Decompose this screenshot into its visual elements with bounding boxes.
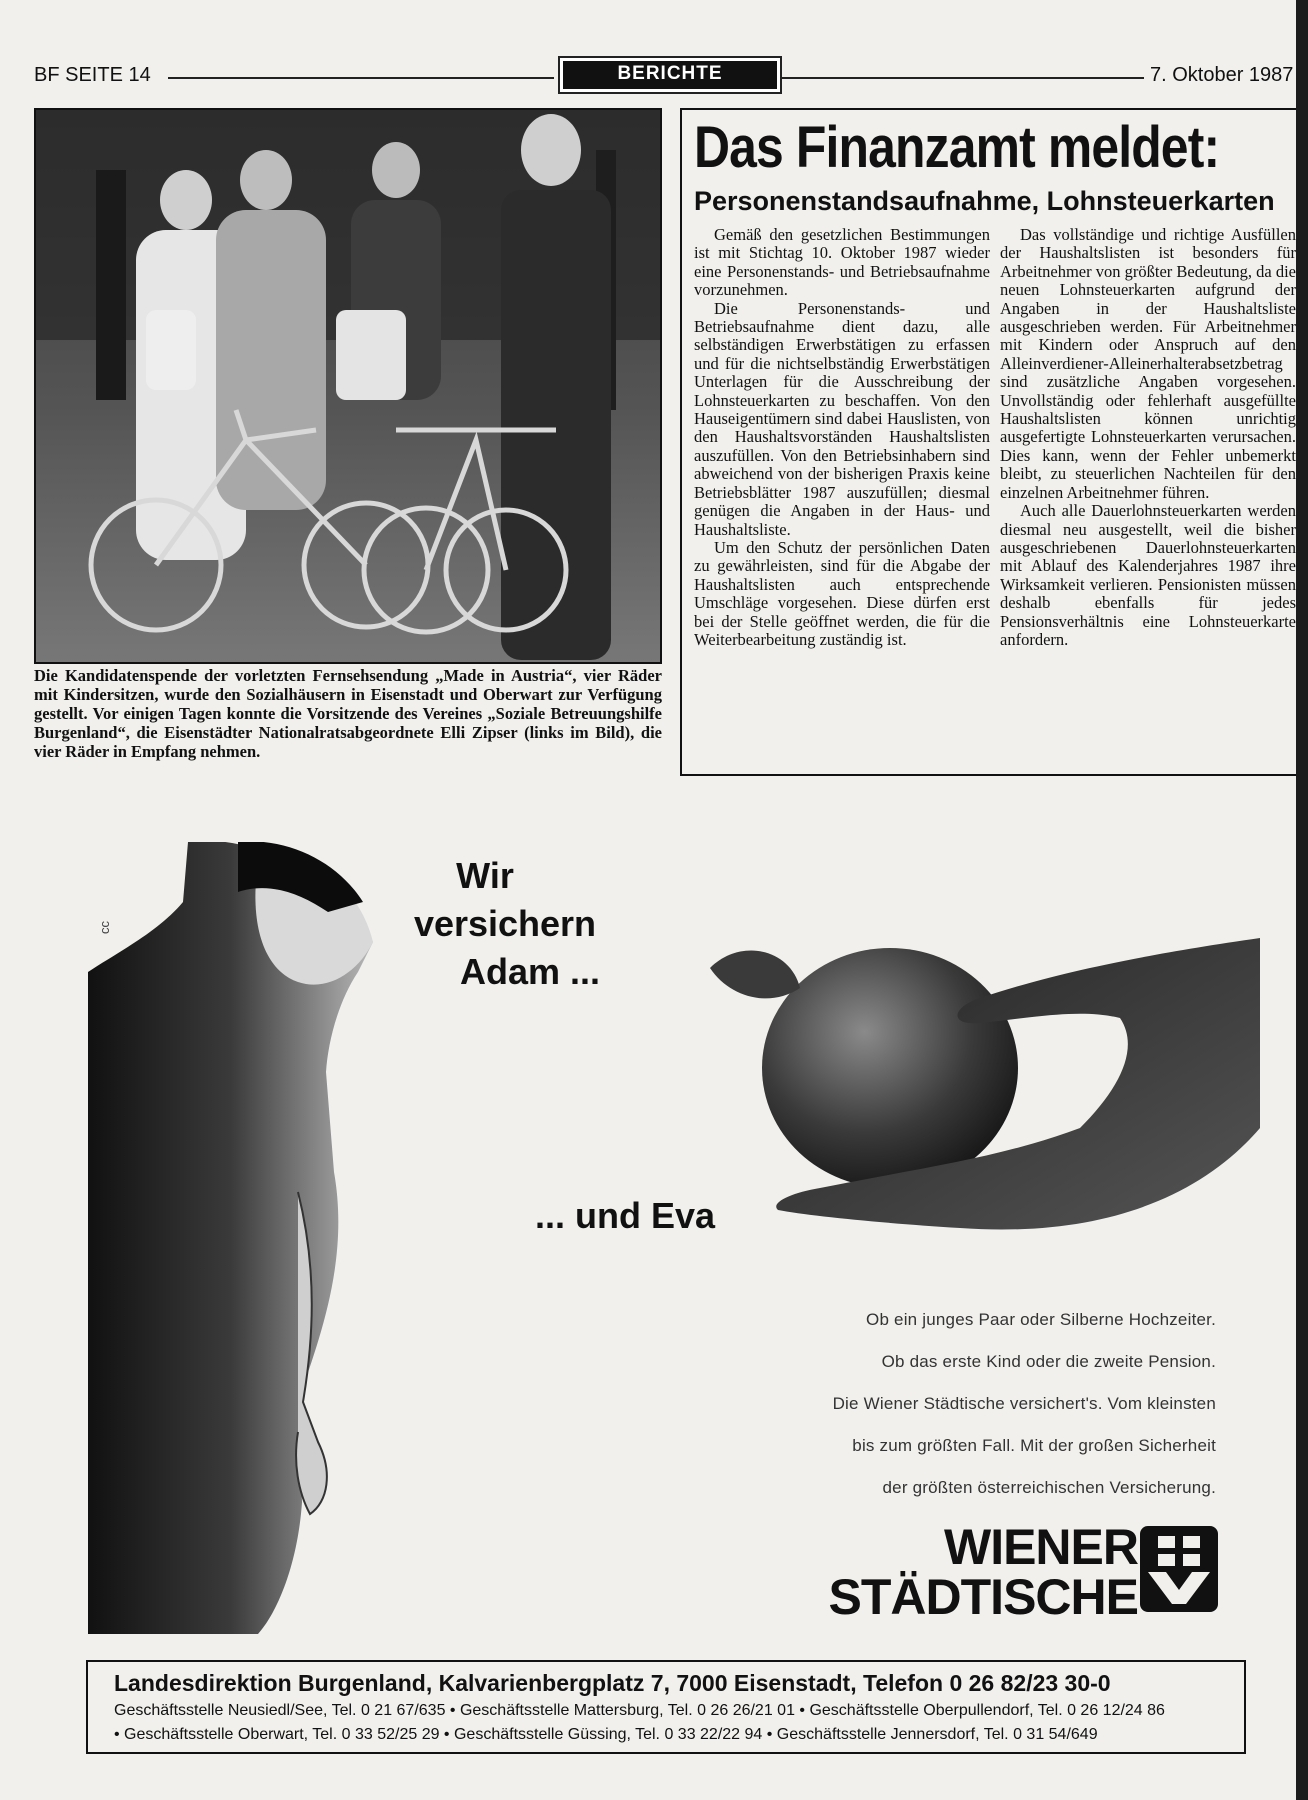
- footer-headquarters: Landesdirektion Burgenland, Kalvarienbergplatz 7, 7000 Eisenstadt, Telefon 0 26 82/23 30-0: [114, 1670, 1111, 1696]
- article-column-1: [694, 226, 990, 649]
- brand-logo-line-2: STÄDTISCHE: [828, 1569, 1138, 1625]
- photo-bicycles-people: [36, 110, 660, 662]
- footer-branches-line-2: • Geschäftsstelle Oberwart, Tel. 0 33 52/25 29 • Geschäftsstelle Güssing, Tel. 0 33 22/22 94 • Geschäftsstelle Jennersdorf, Tel. 0 31 54/649: [114, 1726, 1098, 1743]
- section-label: BERICHTE: [563, 61, 777, 89]
- article-title: Das Finanzamt meldet:: [694, 115, 1220, 180]
- page-binding-edge: [1296, 0, 1308, 1800]
- article-paragraph: Gemäß den gesetzlichen Bestimmungen ist mit Stichtag 10. Oktober 1987 wieder eine Personenstands- und Betriebsaufnahme vorzunehmen.: [694, 225, 990, 300]
- brand-emblem-icon: [1140, 1526, 1218, 1612]
- ad-copy-line: Die Wiener Städtische versichert's. Vom kleinsten: [832, 1394, 1216, 1413]
- article-column-2: [1000, 226, 1296, 649]
- adam-figure-image: [88, 842, 378, 1634]
- ad-copy-line: Ob das erste Kind oder die zweite Pension.: [881, 1352, 1216, 1371]
- section-badge: [558, 56, 782, 94]
- header-rule-right: [782, 77, 1144, 79]
- ad-headline-1: Wir: [456, 855, 514, 896]
- photo-caption: Die Kandidatenspende der vorletzten Fernsehsendung „Made in Austria“, vier Räder mit Kindersitzen, wurde den Sozialhäusern in Eisenstadt und Oberwart zur Verfügung gestellt. Vor einigen Tagen konnte die Vorsitzende des Vereines „Soziale Betreuungshilfe Burgenland“, die Eisenstädter Nationalratsabgeordnete Elli Zipser (links im Bild), die vier Räder in Empfang nehmen.: [34, 666, 662, 761]
- ad-apple-hand: [700, 938, 1260, 1268]
- apple-in-hand-image: [700, 938, 1260, 1268]
- ad-headline-2: versichern: [413, 903, 597, 944]
- article-paragraph: Das vollständige und richtige Ausfüllen der Haushaltslisten ist besonders für Arbeitnehmer von größter Bedeutung, da die neuen Lohnsteuerkarten aufgrund der Angaben in der Haushaltsliste ausgeschrieben werden. Für Arbeitnehmer mit Kindern oder Anspruch auf den Alleinverdiener-Alleinerhalterabsetzbetrag sind zusätzliche Angaben vorgesehen. Unvollständig oder fehlerhaft ausgefüllte Haushaltslisten können unrichtig ausgefertigte Lohnsteuerkarten verursachen. Dies kann, wenn der Fehler unbemerkt bleibt, zu steuerlichen Nachteilen für den einzelnen Arbeitnehmer führen.: [1000, 225, 1296, 502]
- ad-side-mark: cc: [97, 921, 112, 934]
- brand-logo-line-1: WIENER: [944, 1519, 1138, 1575]
- article-paragraph: Auch alle Dauerlohnsteuerkarten werden diesmal neu ausgestellt, weil die bisher ausgeschriebenen Dauerlohnsteuerkarten mit Ablauf des Kalenderjahres 1987 ihre Wirksamkeit verlieren. Pensionisten müssen deshalb ebenfalls für jedes Pensionsverhältnis eine Lohnsteuerkarte anfordern.: [1000, 501, 1296, 649]
- header-rule-left: [168, 77, 554, 79]
- ad-headline-4: ... und Eva: [534, 1195, 716, 1236]
- issue-date: 7. Oktober 1987: [1150, 64, 1294, 86]
- article-paragraph: Um den Schutz der persönlichen Daten zu gewährleisten, sind für die Abgabe der Haushaltslisten auch entsprechende Umschläge vorgesehen. Diese dürfen erst bei der Stelle geöffnet werden, die für die Weiterbearbeitung zuständig ist.: [694, 537, 990, 649]
- article-paragraph: Die Personenstands- und Betriebsaufnahme dient dazu, alle selbständigen Erwerbstätigen zu erfassen und für die nichtselbständig Erwerbstätigen Unterlagen für die Ausschreibung der Lohnsteuerkarten zu beschaffen. Von den Hauseigentümern sind dabei Hauslisten, von den Haushaltsvorständen Haushaltslisten auszufüllen. Von den Betriebsinhabern sind abweichend von der bisherigen Praxis keine Betriebsblätter 1987 auszufüllen; diesmal genügen die Angaben in der Haus- und Haushaltsliste.: [694, 298, 990, 539]
- page-number: BF SEITE 14: [34, 64, 151, 86]
- ad-copy-line: Ob ein junges Paar oder Silberne Hochzeiter.: [866, 1310, 1216, 1329]
- ad-copy-line: bis zum größten Fall. Mit der großen Sicherheit: [852, 1436, 1216, 1455]
- ad-figure-adam: [88, 842, 378, 1634]
- ad-copy-line: der größten österreichischen Versicherung.: [882, 1478, 1216, 1497]
- footer-branches-line-1: Geschäftsstelle Neusiedl/See, Tel. 0 21 67/635 • Geschäftsstelle Mattersburg, Tel. 0 26 26/21 01 • Geschäftsstelle Oberpullendorf, Tel. 0 26 12/24 86: [114, 1702, 1165, 1719]
- brand-logo-text: [828, 1519, 1138, 1625]
- article-subtitle: Personenstandsaufnahme, Lohnsteuerkarten: [694, 186, 1275, 216]
- ad-headline-3: Adam ...: [459, 951, 601, 992]
- news-photo: [34, 108, 662, 664]
